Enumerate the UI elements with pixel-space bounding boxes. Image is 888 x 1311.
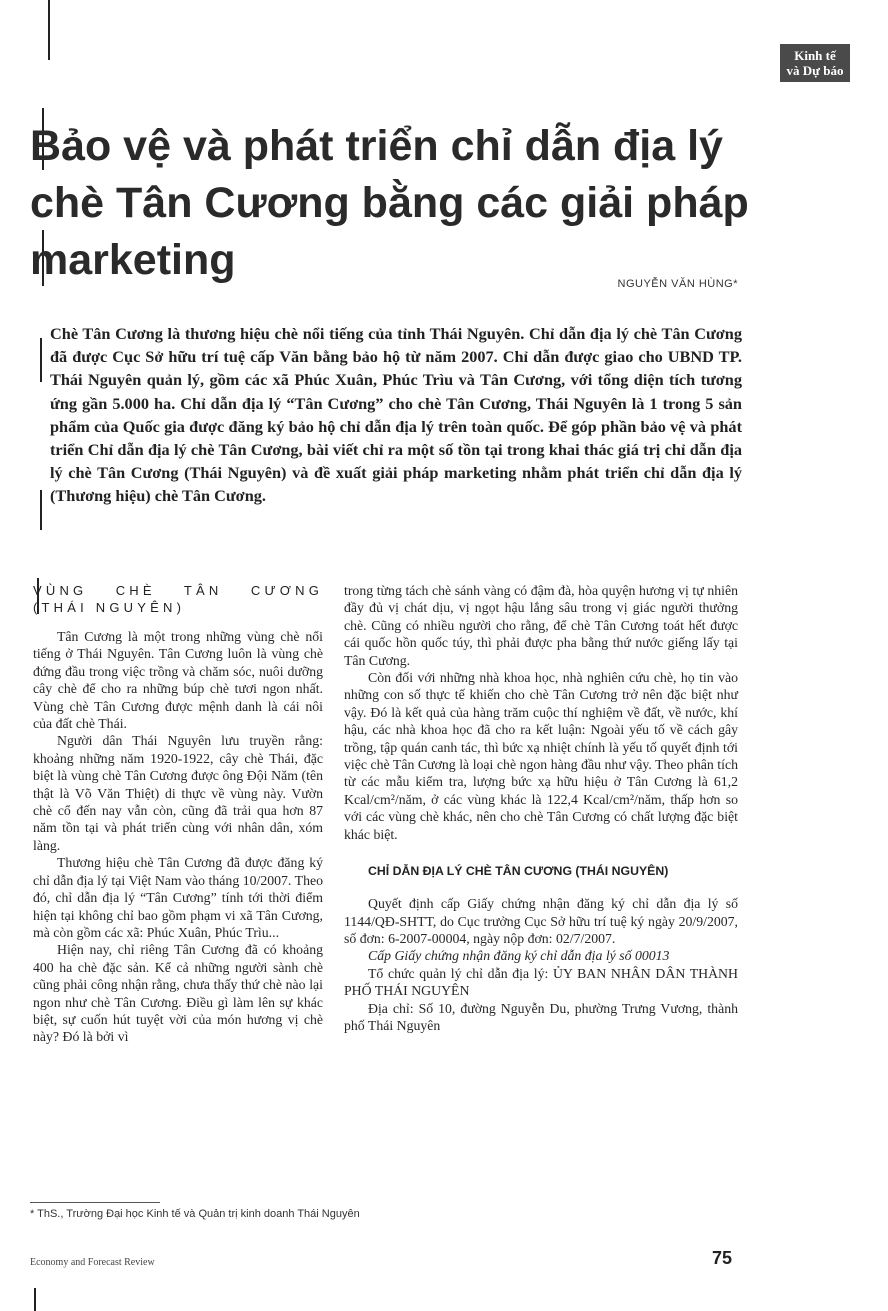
abstract: Chè Tân Cương là thương hiệu chè nổi tiếng của tỉnh Thái Nguyên. Chỉ dẫn địa lý chè Tân Cương đã được Cục Sở hữu trí tuệ cấp Văn bằng bảo hộ từ năm 2007. Chỉ dẫn được giao cho UBND TP. Thái Nguyên quản lý, gồm các xã Phúc Xuân, Phúc Trìu và Tân Cương, với tổng diện tích tương ứng gần 5.000 ha. Chỉ dẫn địa lý “Tân Cương” cho chè Tân Cương, Thái Nguyên là 1 trong 5 sản phẩm của Quốc gia được đăng ký bảo hộ chỉ dẫn địa lý trên toàn quốc. Để góp phần bảo vệ và phát triển Chỉ dẫn địa lý chè Tân Cương, bài viết chỉ ra một số tồn tại trong khai thác giá trị chỉ dẫn địa lý chè Tân Cương (Thái Nguyên) và đề xuất giải pháp marketing nhằm phát triển chỉ dẫn địa lý (Thương hiệu) chè Tân Cương. [50, 324, 742, 506]
scan-mark-top [48, 0, 50, 60]
right-column [344, 582, 738, 1034]
journal-badge [780, 44, 850, 82]
address-paragraph: Địa chỉ: Số 10, đường Nguyễn Du, phường Trưng Vương, thành phố Thái Nguyên [344, 1000, 738, 1033]
organization-paragraph: Tổ chức quản lý chỉ dẫn địa lý: ỦY BAN NHÂN DÂN THÀNH PHỐ THÁI NGUYÊN [344, 965, 738, 999]
badge-line-2: và Dự báo [786, 63, 844, 78]
journal-name: Economy and Forecast Review [30, 1257, 155, 1268]
scan-mark-abstract [40, 338, 42, 382]
body-paragraph: Hiện nay, chỉ riêng Tân Cương đã có khoảng 400 ha chè đặc sản. Kể cả những người sành chè cũng phải công nhận rằng, chưa thấy thứ chè nào lại ngon như chè Tân Cương. Điều gì làm lên sự khác biệt, sự cuốn hút tuyệt vời của món hương vị chè này? Đó là bởi vì [33, 942, 323, 1045]
section-heading-region: VÙNG CHÈ TÂN CƯƠNG (THÁI NGUYÊN) [33, 583, 323, 615]
body-paragraph: trong từng tách chè sánh vàng có đậm đà, hòa quyện hương vị tự nhiên đầy đủ vị chát dịu, vị ngọt hậu lắng sâu trong vị giác người thưởng chè. Cũng có nhiều người cho rằng, để chè Tân Cương toát hết được cái quốc hồn quốc túy, thì phải được pha bằng thứ nước giếng lấy tại Tân Cương. [344, 583, 738, 668]
certificate-paragraph: Cấp Giấy chứng nhận đăng ký chỉ dẫn địa lý số 00013 [368, 948, 670, 964]
page-number: 75 [712, 1248, 733, 1268]
scan-mark-bottom [34, 1288, 36, 1311]
author-name: NGUYỄN VĂN HÙNG* [617, 278, 738, 290]
footnote-divider [30, 1202, 160, 1203]
body-paragraph: Tân Cương là một trong những vùng chè nổi tiếng ở Thái Nguyên. Tân Cương luôn là vùng chè đứng đầu trong việc trồng và chăm sóc, nuôi dưỡng cây chè để cho ra những búp chè tươi ngon nhất. Vùng chè Tân Cương được mệnh danh là cái nôi của đất chè Thái. [33, 629, 323, 732]
scan-mark-abstract-2 [40, 490, 42, 530]
article-title: Bảo vệ và phát triển chỉ dẫn địa lý chè Tân Cương bằng các giải pháp marketing [30, 122, 749, 284]
decision-paragraph: Quyết định cấp Giấy chứng nhận đăng ký chỉ dẫn địa lý số 1144/QĐ-SHTT, do Cục trưởng Cục Sở hữu trí tuệ ký ngày 20/9/2007, số đơn: 6-2007-00004, ngày nộp đơn: 02/7/2007. [344, 896, 738, 946]
footnote: * ThS., Trường Đại học Kinh tế và Quản trị kinh doanh Thái Nguyên [30, 1208, 360, 1220]
badge-line-1: Kinh tế [794, 48, 836, 63]
body-paragraph: Thương hiệu chè Tân Cương đã được đăng ký chỉ dẫn địa lý tại Việt Nam vào tháng 10/2007. Theo đó, chỉ dẫn địa lý “Tân Cương” tính tới thời điểm hiện tại không chỉ bao gồm phạm vi xã Tân Cương, mà còn gồm các xã: Phúc Xuân, Phúc Trìu... [33, 855, 323, 940]
left-column [33, 582, 323, 1046]
body-paragraph: Còn đối với những nhà khoa học, nhà nghiên cứu chè, họ tin vào những con số thực tế khiến cho chè Tân Cương trở nên đặc biệt như vậy. Đó là kết quả của hàng trăm cuộc thí nghiệm về đất, về nước, khí hậu, các nhà khoa học đã cho ra kết luận: Ngoài yếu tố về cách gây trồng, tập quán canh tác, thì bức xạ nhiệt chính là yếu tố quyết định tới việc chè Tân Cương là loại chè ngon hàng đầu như vậy. Theo phân tích từ các mẫu kiểm tra, lượng bức xạ hữu hiệu ở Tân Cương là 61,2 Kcal/cm²/năm, ở các vùng khác là 122,4 Kcal/cm²/năm, thấp hơn so với các vùng chè khác, nên cho chè Tân Cương có chất lượng đặc biệt khác biệt. [344, 670, 738, 842]
section-heading-geo-indication: CHỈ DẪN ĐỊA LÝ CHÈ TÂN CƯƠNG (THÁI NGUYÊN) [368, 864, 669, 879]
body-paragraph: Người dân Thái Nguyên lưu truyền rằng: khoảng những năm 1920-1922, cây chè Thái, đặc biệt là vùng chè Tân Cương được ông Đội Năm (tên thật là Võ Văn Thiệt) di thực về vùng này. Vườn chè cổ đến nay vẫn còn, cũng đã trải qua hơn 87 năm tồn tại và phát triển cùng với nhân dân, xóm làng. [33, 733, 323, 853]
